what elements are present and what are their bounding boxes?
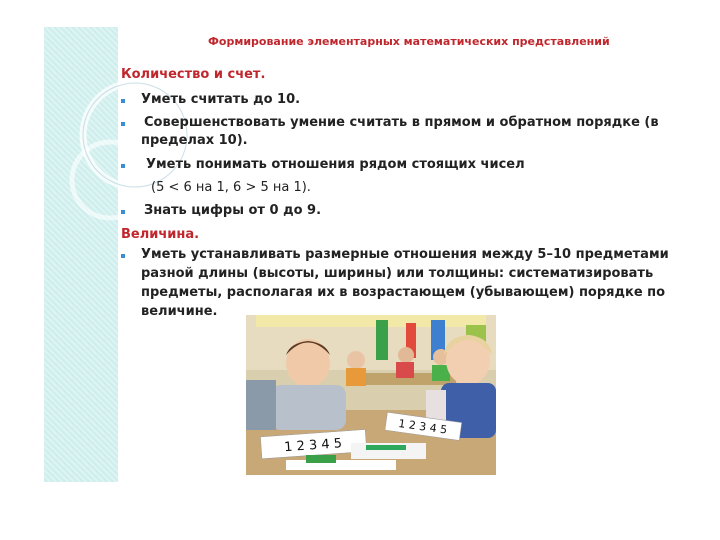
bullet-marker <box>121 160 129 172</box>
list-item-line: величине. <box>141 304 218 319</box>
list-item-line: Уметь устанавливать размерные отношения между 5–10 предметами <box>141 247 669 262</box>
list-item-line: предметы, располагая их в возрастающем (убывающем) порядке по <box>141 285 666 300</box>
children-at-table-illustration <box>246 315 496 475</box>
list-item-line: Совершенствовать умение считать в прямом и обратном порядке (в <box>144 115 659 130</box>
list-item-line: разной длины (высоты, ширины) или толщины: систематизировать <box>141 266 654 281</box>
section-heading-quantity: Количество и счет. <box>121 67 266 82</box>
number-card-right: 1 2 3 4 5 <box>397 416 448 437</box>
list-item-line: Знать цифры от 0 до 9. <box>144 203 322 218</box>
list-item-line: Уметь понимать отношения рядом стоящих чисел <box>146 157 525 172</box>
list-item-line: (5 < 6 на 1, 6 > 5 на 1). <box>151 180 311 195</box>
bullet-marker <box>121 206 129 218</box>
bullet-marker <box>121 250 129 262</box>
classroom-photo <box>246 315 496 475</box>
list-item-line: пределах 10). <box>141 133 248 148</box>
number-card-left: 1 2 3 4 5 <box>283 436 343 456</box>
bullet-marker <box>121 95 129 107</box>
list-item-line: Уметь считать до 10. <box>141 92 301 107</box>
section-heading-magnitude: Величина. <box>121 227 200 242</box>
slide-title: Формирование элементарных математических представлений <box>208 35 610 48</box>
bullet-marker <box>121 118 129 130</box>
